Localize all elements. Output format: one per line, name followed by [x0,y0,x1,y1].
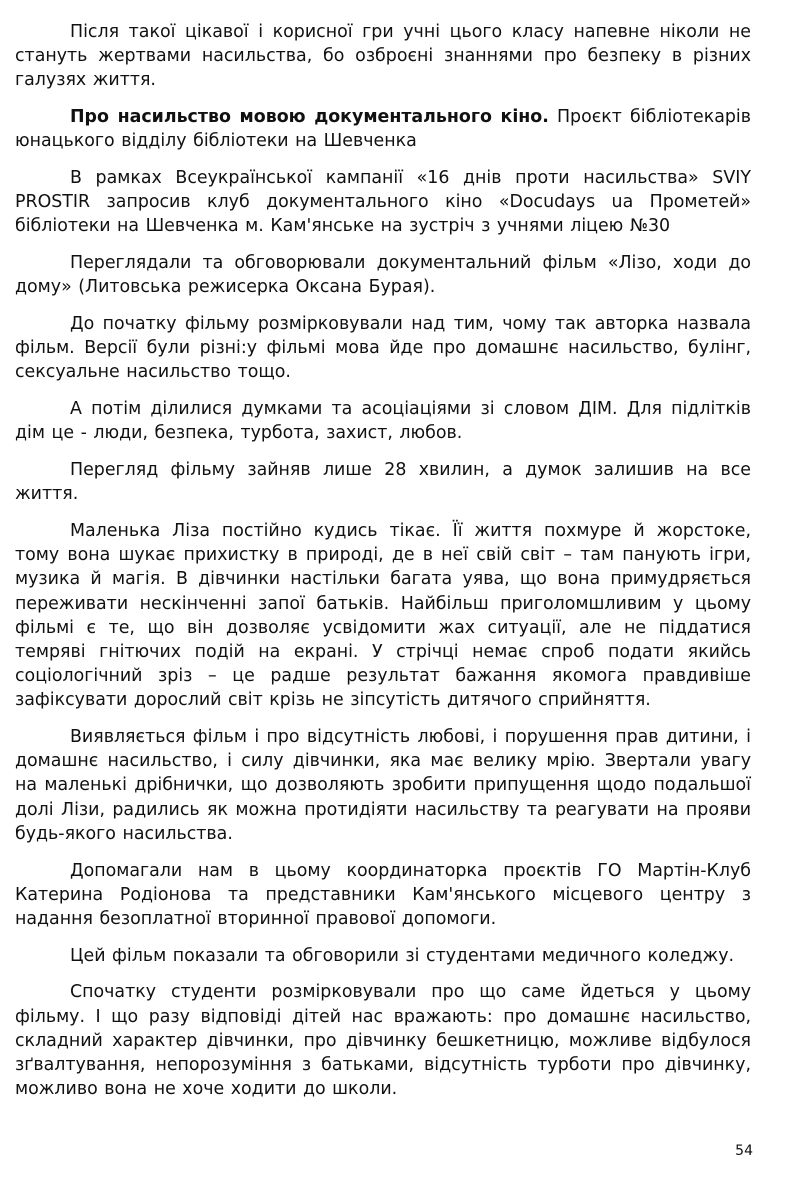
paragraph-8: Маленька Ліза постійно кудись тікає. Її життя похмуре й жорстоке, тому вона шукає прихистку в природі, де в неї свій світ – там панують ігри, музика й магія. В дівчинки настільки багата уява, що вона примудряється переживати нескінченні запої батьків. Найбільш приголомшливим у цьому фільмі є те, що він дозволяє усвідомити жах ситуації, але не піддатися темряві гнітючих подій на екрані. У стрічці немає спроб подати якийсь соціологічний зріз – це радше результат бажання якомога правдивіше зафіксувати дорослий світ крізь не зіпсутість дитячого сприйняття. [15,520,751,711]
document-page [15,20,751,1114]
section-heading: Про насильство мовою документального кіно. [70,107,549,128]
paragraph-1: Після такої цікавої і корисної гри учні цього класу напевне ніколи не стануть жертвами насильства, бо озброєні знаннями про безпеку в різних галузях життя. [15,22,751,91]
paragraph-7: Перегляд фільму зайняв лише 28 хвилин, а думок залишив на все життя. [15,460,751,505]
paragraph-heading [15,105,751,153]
paragraph-10: Допомагали нам в цьому координаторка проєктів ГО Мартін-Клуб Катерина Родіонова та представники Кам'янського місцевого центру з надання безоплатної вторинної правової допомоги. [15,860,751,929]
paragraph-5: До початку фільму розмірковували над тим, чому так авторка назвала фільм. Версії були різні:у фільмі мова йде про домашнє насильство, булінг, сексуальне насильство тощо. [15,314,751,383]
paragraph-9: Виявляється фільм і про відсутність любові, і порушення прав дитини, і домашнє насильство, і силу дівчинки, яка має велику мрію. Звертали увагу на маленькі дрібнички, що дозволяють зробити припущення щодо подальшої долі Лізи, радились як можна протидіяти насильству та реагувати на прояви будь-якого насильства. [15,727,751,844]
paragraph-6: А потім ділилися думками та асоціаціями зі словом ДІМ. Для підлітків дім це - люди, безпека, турбота, захист, любов. [15,399,751,444]
paragraph-11: Цей фільм показали та обговорили зі студентами медичного коледжу. [70,945,735,966]
paragraph-4: Переглядали та обговорювали документальний фільм «Лізо, ходи до дому» (Литовська режисерка Оксана Бурая). [15,253,751,298]
paragraph-3: В рамках Всеукраїнської кампанії «16 днів проти насильства» SVIY PROSTIR запросив клуб документального кіно «Docudays ua Прометей» бібліотеки на Шевченка м. Кам'янське на зустріч з учнями ліцею №30 [15,168,751,237]
heading-subtitle: Проєкт бібліотекарів юнацького відділу бібліотеки на Шевченка [15,107,751,152]
page-number: 54 [735,1143,753,1159]
paragraph-12: Спочатку студенти розмірковували про що саме йдеться у цьому фільму. І що разу відповіді дітей нас вражають: про домашнє насильство, складний характер дівчинки, про дівчинку бешкетницю, можливе відбулося зґвалтування, непорозуміння з батьками, відсутність турботи про дівчинку, можливо вона не хоче ходити до школи. [15,982,751,1100]
